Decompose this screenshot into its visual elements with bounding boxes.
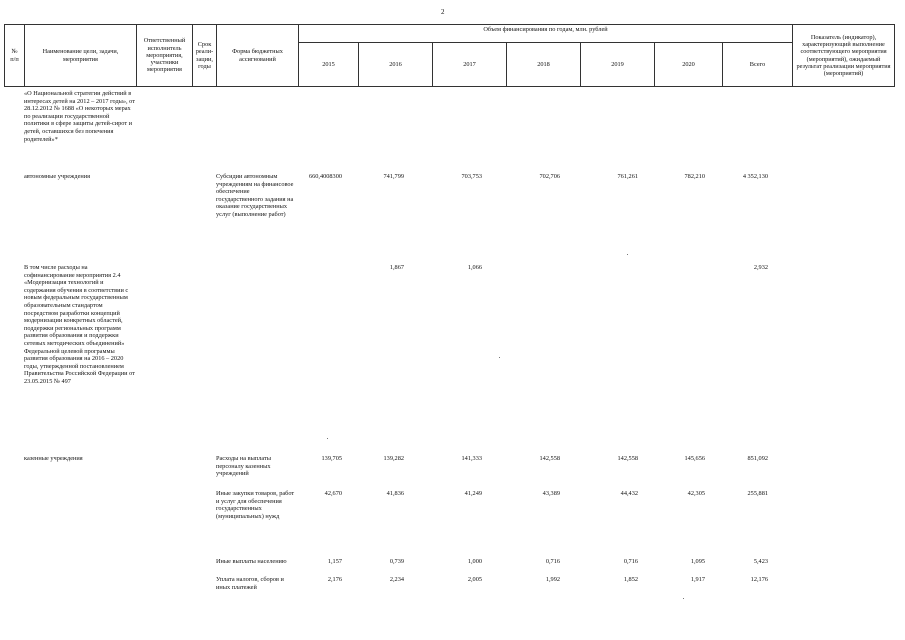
value-2018: 702,706: [539, 173, 560, 180]
value-2017: 41,249: [464, 490, 482, 497]
row-form: Расходы на выплаты персоналу казенных учреждений: [216, 455, 271, 478]
value-2018: 43,389: [542, 490, 560, 497]
value-2017: 141,333: [461, 455, 482, 462]
row-name: «О Национальной стратегии действий в интересах детей на 2012 – 2017 годы», от 28.12.2012 № 1688 «О некоторых мерах по реализации государственной политики в сфере защиты детей-сирот и детей, оставшихся без попечения родителей»*: [24, 90, 136, 143]
row-form: Иные закупки товаров, работ и услуг для обеспечения государственных (муниципальных) нужд: [216, 490, 295, 520]
value-total: 255,881: [747, 490, 768, 497]
value-2020: 1,095: [690, 558, 705, 565]
value-2016: 41,836: [386, 490, 404, 497]
header-total: Всего: [723, 43, 793, 87]
value-2015: 2,176: [327, 576, 342, 583]
value-2017: 703,753: [461, 173, 482, 180]
header-year: 2015: [299, 43, 359, 87]
value-total: 2,932: [753, 264, 768, 271]
page-number: 2: [441, 8, 445, 16]
value-2015: 42,670: [324, 490, 342, 497]
row-form: Иные выплаты населению: [216, 558, 287, 565]
header-number: № п/п: [5, 25, 25, 87]
header-volume: Объем финансирования по годам, млн. рублей: [299, 25, 793, 43]
header-name: Наименование цели, задачи, мероприятия: [25, 25, 137, 87]
row-form: Уплата налогов, сборов и иных платежей: [216, 576, 284, 591]
value-2019: 1,852: [623, 576, 638, 583]
scan-speck: [499, 357, 500, 358]
value-2015: 660,4008300: [308, 173, 342, 180]
value-2020: 782,210: [684, 173, 705, 180]
value-2020: 145,656: [684, 455, 705, 462]
row-name: В том числе расходы на софинансирование мероприятия 2.4 «Модернизация технологий и содержания обучения в соответствии с новым федеральным государственным образовательным стандартом посредством разработки концепций модернизации конкретных областей, поддержки региональных программ развития образования и поддержки сетевых методических объединений» Федеральной целевой программы развития образования на 2016 – 2020 годы, утвержденной постановлением Правительства Российской Федерации от 23.05.2015 № 497: [24, 264, 135, 385]
value-2019: 142,558: [617, 455, 638, 462]
value-total: 4 352,130: [742, 173, 768, 180]
header-year: 2020: [655, 43, 723, 87]
value-2017: 1,000: [467, 558, 482, 565]
value-2020: 1,917: [690, 576, 705, 583]
value-total: 851,092: [747, 455, 768, 462]
header-year: 2016: [359, 43, 433, 87]
value-2018: 1,992: [545, 576, 560, 583]
scan-speck: [627, 254, 628, 255]
value-2019: 761,261: [617, 173, 638, 180]
scan-speck: [327, 438, 328, 439]
header-term: Срок реали-зации, годы: [193, 25, 217, 87]
row-form: Субсидии автономным учреждениям на финансовое обеспечение государственного задания на оказание государственных услуг (выполнение работ): [216, 173, 294, 218]
row-name: казенные учреждения: [24, 455, 83, 462]
row-name: автономные учреждения: [24, 173, 91, 180]
header-year: 2019: [581, 43, 655, 87]
value-2020: 42,305: [687, 490, 705, 497]
value-2019: 0,716: [623, 558, 638, 565]
value-2017: 2,005: [467, 576, 482, 583]
value-2016: 0,739: [389, 558, 404, 565]
scan-speck: [683, 598, 684, 599]
value-2016: 139,282: [383, 455, 404, 462]
value-2016: 741,799: [383, 173, 404, 180]
value-total: 5,423: [753, 558, 768, 565]
value-2017: 1,066: [467, 264, 482, 271]
header-indicator: Показатель (индикатор), характеризующий выполнение соответствующего мероприятия (мероприятий), ожидаемый результат реализации мероприятия (мероприятий): [793, 25, 895, 87]
header-executor: Ответственный исполнитель мероприятия, участники мероприятия: [137, 25, 193, 87]
table-header: [4, 24, 895, 87]
value-2015: 139,705: [321, 455, 342, 462]
value-total: 12,176: [750, 576, 768, 583]
value-2018: 0,716: [545, 558, 560, 565]
header-year: 2018: [507, 43, 581, 87]
value-2016: 2,234: [389, 576, 404, 583]
value-2018: 142,558: [539, 455, 560, 462]
header-form: Форма бюджетных ассигнований: [217, 25, 299, 87]
value-2019: 44,432: [620, 490, 638, 497]
value-2016: 1,867: [389, 264, 404, 271]
header-year: 2017: [433, 43, 507, 87]
value-2015: 1,157: [327, 558, 342, 565]
